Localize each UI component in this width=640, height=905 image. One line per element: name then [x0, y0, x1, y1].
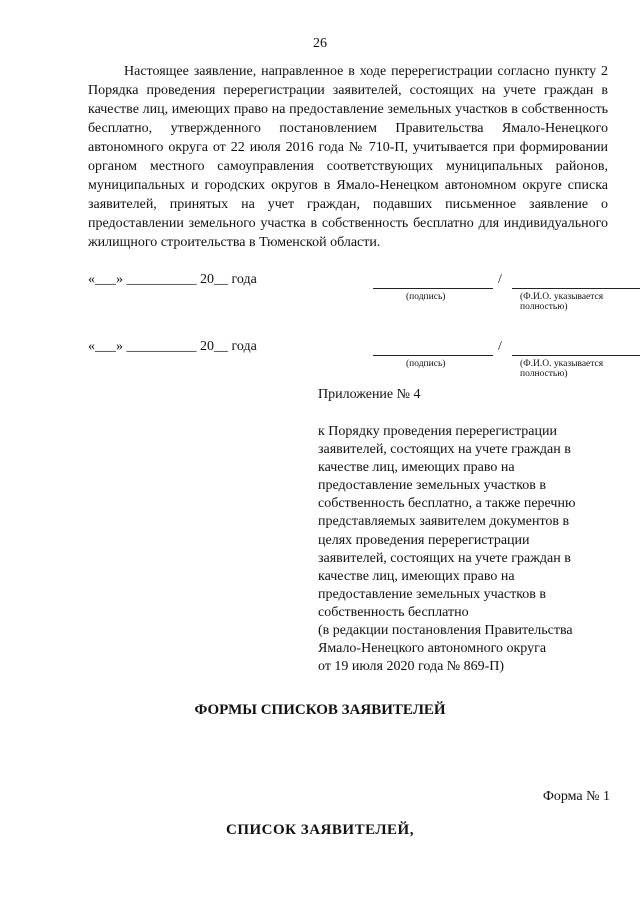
separator-slash: / [498, 272, 502, 287]
date-field: «___» __________ 20__ года [88, 272, 257, 287]
appendix-line: Ямало-Ненецкого автономного округа [318, 641, 547, 657]
appendix-line: качестве лиц, имеющих право на [318, 460, 515, 476]
appendix-line: предоставление земельных участков в [318, 478, 547, 494]
forms-title: ФОРМЫ СПИСКОВ ЗАЯВИТЕЛЕЙ [194, 702, 446, 718]
form-number: Форма № 1 [542, 789, 610, 804]
appendix-description [318, 423, 608, 676]
appendix-line: заявителей, состоящих на учете граждан в [318, 442, 571, 458]
appendix-title: Приложение № 4 [318, 387, 421, 402]
signature-row-1 [88, 272, 618, 312]
date-field: «___» __________ 20__ года [88, 339, 257, 354]
separator-slash: / [498, 339, 502, 354]
appendix-line: от 19 июля 2020 года № 869-П) [318, 659, 505, 675]
signature-caption: (подпись) [406, 292, 446, 302]
full-name-caption: (Ф.И.О. указывается полностью) [520, 292, 604, 312]
appendix-line: собственность бесплатно, а также перечню [318, 496, 576, 512]
page-number: 26 [313, 36, 327, 51]
appendix-line: качестве лиц, имеющих право на [318, 568, 515, 584]
signature-row-2 [88, 339, 618, 379]
full-name-line [512, 288, 640, 289]
full-name-line [512, 355, 640, 356]
signature-caption: (подпись) [406, 359, 446, 369]
list-title: СПИСОК ЗАЯВИТЕЛЕЙ, [226, 822, 414, 838]
appendix-line: представляемых заявителем документов в [318, 514, 570, 530]
appendix-line: предоставление земельных участков в [318, 586, 547, 602]
full-name-caption: (Ф.И.О. указывается полностью) [520, 359, 604, 379]
signature-line [373, 288, 493, 289]
appendix-line: к Порядку проведения перерегистрации [318, 424, 557, 439]
main-paragraph: Настоящее заявление, направленное в ходе перерегистрации согласно пункту 2 Порядка проведения перерегистрации заявителей, состоящих на учете граждан в качестве лиц, имеющих право на предоставление земельных участков в собственность бесплатно, утвержденного постановлением Правительства Ямало-Ненецкого автономного округа от 22 июля 2016 года № 710-П, учитывается при формировании органом местного самоуправления соответствующих муниципальных районов, муниципальных и городских округов в Ямало-Ненецком автономном округе списка заявителей, принятых на учет граждан, подавших письменное заявление о предоставлении земельного участка в собственность бесплатно для индивидуального жилищного строительства в Тюменской области. [88, 64, 608, 250]
signature-line [373, 355, 493, 356]
appendix-line: собственность бесплатно [318, 604, 469, 620]
appendix-line: (в редакции постановления Правительства [318, 623, 573, 639]
appendix-line: заявителей, состоящих на учете граждан в [318, 550, 571, 566]
appendix-line: целях проведения перерегистрации [318, 532, 530, 548]
